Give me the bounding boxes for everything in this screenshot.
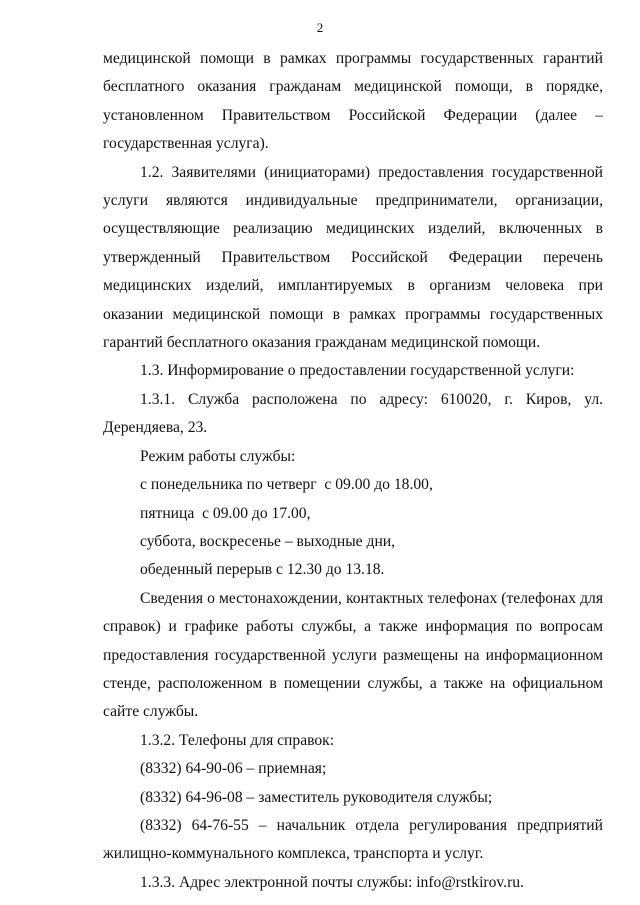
work-schedule-title: Режим работы службы:	[140, 447, 296, 465]
paragraph-1-2-applicants: 1.2. Заявителями (инициаторами) предоставления государственной услуги являются индивидуальные предприниматели, организации, осуществляющие реализацию медицинских изделий, включенных в утвержденный Правительством Российской Федерации перечень медицинских изделий, имплантируемых в организм человека при оказании медицинской помощи в рамках программы государственных гарантий бесплатного оказания гражданам медицинской помощи.	[103, 163, 603, 352]
schedule-friday: пятница с 09.00 до 17.00,	[140, 504, 311, 522]
schedule-lunch-break: обеденный перерыв с 12.30 до 13.18.	[140, 561, 385, 579]
paragraph-service-definition: медицинской помощи в рамках программы государственных гарантий бесплатного оказания гражданам медицинской помощи, в порядке, установленном Правительством Российской Федерации (далее – государственная услуга).	[103, 50, 603, 153]
paragraph-1-3-1-address: 1.3.1. Служба расположена по адресу: 610020, г. Киров, ул. Дерендяева, 23.	[103, 390, 603, 437]
phone-reception: (8332) 64-90-06 – приемная;	[140, 760, 327, 778]
schedule-mon-thu: с понедельника по четверг с 09.00 до 18.00,	[140, 476, 433, 494]
page-number: 2	[316, 20, 324, 35]
heading-1-3-informing: 1.3. Информирование о предоставлении государственной услуги:	[140, 362, 575, 380]
phone-deputy-head: (8332) 64-96-08 – заместитель руководителя службы;	[140, 788, 493, 806]
heading-1-3-2-phones: 1.3.2. Телефоны для справок:	[140, 731, 335, 749]
phone-department-head: (8332) 64-76-55 – начальник отдела регулирования предприятий жилищно-коммунального комплекса, транспорта и услуг.	[103, 816, 603, 863]
email-address: 1.3.3. Адрес электронной почты службы: info@rstkirov.ru.	[140, 873, 524, 891]
document-body	[103, 45, 603, 897]
schedule-weekend: суббота, воскресенье – выходные дни,	[140, 532, 396, 550]
paragraph-location-info: Сведения о местонахождении, контактных телефонах (телефонах для справок) и графике работы службы, а также информация по вопросам предоставления государственной услуги размещены на информационном стенде, расположенном в помещении службы, а также на официальном сайте службы.	[103, 589, 603, 721]
